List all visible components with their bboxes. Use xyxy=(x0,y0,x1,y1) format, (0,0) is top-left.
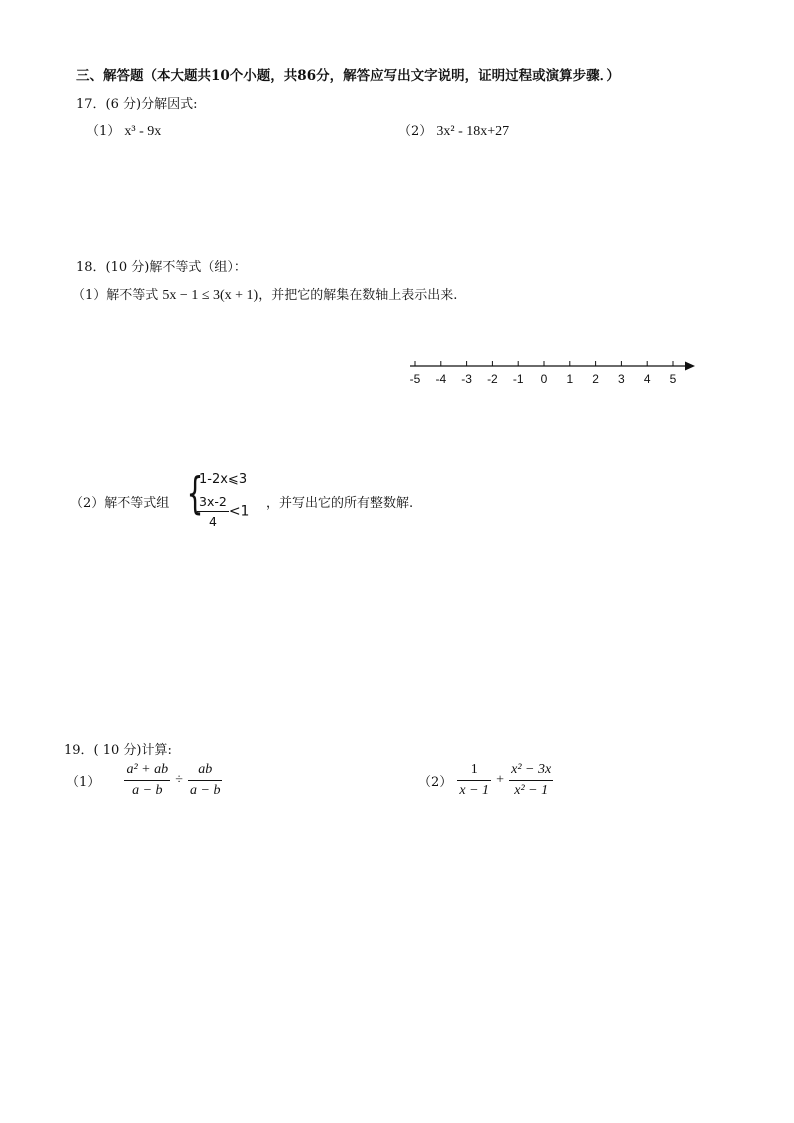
q19-title: 19．( 10 分)计算: xyxy=(64,743,172,758)
section-header-points: 86 xyxy=(297,68,317,84)
q17-part1-expression: x³ - 9x xyxy=(124,124,162,139)
q18-part1 xyxy=(72,284,457,304)
q18-part1-inequality: 5x − 1 ≤ 3(x + 1) xyxy=(162,288,259,303)
q18-part1-text-after: ，并把它的解集在数轴上表示出来. xyxy=(258,288,458,303)
number-line-tick-label: 2 xyxy=(592,372,599,386)
q19-part2-fraction1 xyxy=(457,762,491,799)
q19-part2-fraction2 xyxy=(509,762,553,799)
q18-title: 18．(10 分)解不等式（组）： xyxy=(76,260,247,275)
system-fraction-numerator: 3x-2 xyxy=(197,494,229,512)
q19-part2-operator: + xyxy=(496,772,505,788)
number-line-tick-label: -3 xyxy=(461,372,472,386)
q19-part1-denominator2: a − b xyxy=(190,783,221,798)
q19-part2-denominator2: x² − 1 xyxy=(514,783,549,798)
section-header-prefix: 三、解答题（本大题共 xyxy=(76,68,211,84)
number-line-tick-label: -5 xyxy=(409,372,421,386)
number-line-tick-label: 3 xyxy=(618,372,625,386)
q19-part1-numerator1: a² + ab xyxy=(126,762,169,777)
q17-title: 17．(6 分)分解因式: xyxy=(76,97,198,112)
q19-part1-fraction2 xyxy=(188,762,222,799)
q19-part1-denominator1: a − b xyxy=(132,783,163,798)
number-line-tick-label: 4 xyxy=(643,372,651,386)
q17-part1-label: （1） xyxy=(86,124,121,139)
system-fraction-denominator: 4 xyxy=(208,514,217,529)
number-line xyxy=(400,352,700,392)
number-line-tick-label: -2 xyxy=(487,372,498,386)
q18-part1-text-before: （1）解不等式 xyxy=(72,288,159,303)
q19-part2-numerator2: x² − 3x xyxy=(511,762,552,777)
number-line-tick-label: 0 xyxy=(540,372,548,386)
q19-part2-numerator1: 1 xyxy=(457,762,491,781)
system-line1: 1-2x⩽3 xyxy=(199,472,248,487)
q18-part2-text-after: ，并写出它的所有整数解. xyxy=(266,496,414,511)
q19-part1-numerator2: ab xyxy=(198,762,213,777)
section-header xyxy=(76,64,620,84)
system-fraction xyxy=(197,494,229,529)
q17-part2 xyxy=(398,120,509,140)
q19-part1 xyxy=(66,762,222,799)
number-line-tick-label: -1 xyxy=(512,372,524,386)
q19-part1-fraction1 xyxy=(124,762,170,799)
q19-part2-label: （2） xyxy=(418,775,453,790)
q19-part2-denominator1: x − 1 xyxy=(459,783,490,798)
q19-part2 xyxy=(418,762,553,799)
q17-part1 xyxy=(86,120,161,140)
q19-part1-operator: ÷ xyxy=(175,772,183,788)
number-line-tick-label: 1 xyxy=(566,372,574,386)
q19-part1-label: （1） xyxy=(66,775,101,790)
system-line2-relation: <1 xyxy=(228,503,250,520)
q18-part2-label: （2）解不等式组 xyxy=(70,496,170,511)
section-header-count: 10 xyxy=(211,68,230,84)
q17-part2-label: （2） xyxy=(398,124,433,139)
system-line2 xyxy=(197,494,249,529)
section-header-middle: 个小题，共 xyxy=(229,68,298,84)
number-line-tick-label: 5 xyxy=(669,372,677,386)
number-line-tick-label: -4 xyxy=(435,372,447,386)
system-brace-icon: { xyxy=(186,468,204,519)
number-line-arrow-icon xyxy=(685,362,695,371)
q17-part2-expression: 3x² - 18x+27 xyxy=(436,124,510,139)
section-header-suffix: 分，解答应写出文字说明，证明过程或演算步骤．） xyxy=(316,68,620,84)
